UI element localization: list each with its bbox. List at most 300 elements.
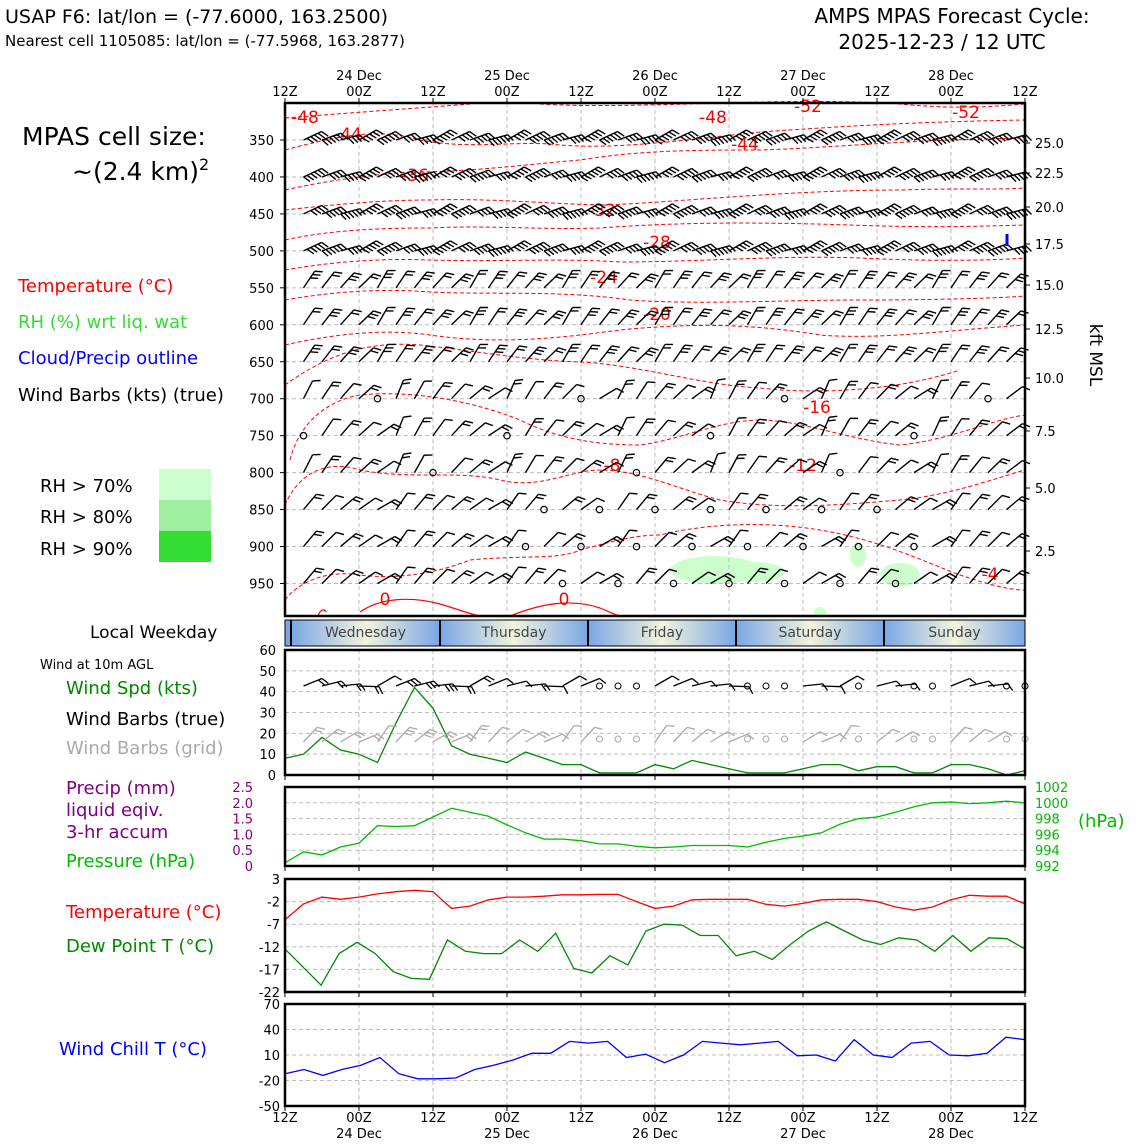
wind-barb (822, 308, 844, 330)
wind-barb (304, 377, 321, 402)
wind-barb-grid (304, 724, 325, 746)
weekday-label: Wednesday (324, 625, 407, 641)
pressure-panel (232, 781, 1068, 875)
pressure-tick-label: 650 (249, 355, 274, 371)
wind-ytick-label: 60 (259, 644, 276, 659)
wind-barb (600, 343, 620, 366)
wind-barb (896, 458, 919, 479)
wind-barb-grid (655, 722, 674, 746)
wind-barb (322, 567, 344, 589)
bottom-day-label: 27 Dec (780, 1127, 826, 1140)
wind-barb (803, 344, 824, 367)
pressure-tick-label: 950 (249, 577, 274, 593)
calm-grid-marker (1004, 736, 1010, 742)
rh-area (725, 562, 785, 582)
temperature-contour-label: -44 (334, 125, 362, 145)
wind-barb (988, 456, 1010, 478)
windchill-panel (259, 998, 1025, 1115)
wind-barb (785, 420, 808, 441)
wind-barb (322, 493, 344, 515)
wind-barb (618, 377, 635, 402)
top-hour-label: 00Z (494, 85, 520, 100)
temperature-contour-label: 0 (558, 590, 570, 610)
wind-barb (618, 307, 639, 330)
pressure-tick-label: 600 (249, 318, 274, 334)
rh70-swatch (159, 469, 211, 500)
wind-barb (470, 383, 493, 404)
nearest-cell: Nearest cell 1105085: lat/lon = (-77.5968, 163.2877) (5, 32, 405, 50)
wind-barb (359, 308, 381, 330)
wind-barb-grid (322, 727, 345, 748)
temperature-contour-label: -52 (952, 103, 980, 123)
wind-barb (618, 490, 637, 514)
calm-grid-marker (597, 736, 603, 742)
bottom-hour-label: 00Z (346, 1111, 372, 1126)
weekday-strip (285, 620, 1025, 646)
temperature-contour-label: -44 (731, 135, 759, 155)
wind-ytick-label: 0 (267, 769, 276, 784)
wind-barb-true (563, 674, 587, 692)
top-hour-label: 00Z (938, 85, 964, 100)
wind-barb-grid (563, 722, 582, 746)
wind-barb (341, 455, 362, 478)
calm-grid-marker (856, 736, 862, 742)
wind-barb (692, 269, 712, 292)
wind-chill-line (285, 1037, 1025, 1079)
wind-barb (674, 342, 693, 366)
wind-barb (415, 415, 433, 439)
precip-ytick-label: 0.5 (232, 844, 253, 860)
wind-barb (600, 306, 620, 329)
pressure-tick-label: 450 (249, 207, 274, 223)
wind-barb (655, 530, 677, 552)
rh80-swatch (159, 500, 211, 531)
wind-barb (914, 271, 936, 293)
chill-ytick-label: 10 (263, 1049, 280, 1064)
wind-barb (322, 379, 341, 403)
wind-barb (877, 455, 899, 477)
legend-wind-barbs: Wind Barbs (kts) (true) (18, 385, 224, 406)
temperature-contour-label: -52 (794, 97, 822, 117)
wind-barb (933, 414, 949, 439)
pressure-tick-label: 700 (249, 392, 274, 408)
wind-barb (452, 271, 474, 293)
wind-barb (859, 565, 880, 588)
kft-tick-label: 12.5 (1035, 323, 1064, 338)
wind-barb (748, 491, 769, 514)
zero-contour (360, 599, 480, 616)
pressure-tick-label: 550 (249, 281, 274, 297)
temperature-contour-label: -8 (603, 456, 621, 476)
kft-tick-label: 22.5 (1035, 167, 1064, 182)
wind-barb (544, 308, 566, 330)
wind-barb (655, 417, 676, 440)
wind-barb-grid (803, 730, 827, 748)
legend-rh90: RH > 90% (40, 539, 133, 560)
wind-barb (433, 416, 453, 440)
bottom-hour-label: 12Z (864, 1111, 890, 1126)
wind-barb (544, 345, 566, 367)
bottom-day-label: 24 Dec (336, 1127, 382, 1140)
wind-barb-grid (877, 727, 900, 748)
wind-barb (544, 454, 564, 477)
wind-barb (970, 380, 991, 403)
wind-barb (877, 418, 899, 440)
kft-tick-label: 25.0 (1035, 137, 1064, 152)
bottom-day-label: 28 Dec (928, 1127, 974, 1140)
legend-rh: RH (%) wrt liq. wat (18, 312, 188, 333)
wind-barb (859, 380, 879, 403)
calm-wind-marker (597, 683, 603, 689)
weekday-label: Saturday (778, 625, 842, 641)
calm-wind-marker (634, 683, 640, 689)
wind-panel (259, 644, 1028, 784)
wind-barb (933, 341, 951, 365)
wind-barb-grid (507, 727, 530, 748)
pressure-ytick-label: 992 (1035, 860, 1060, 875)
wind-barb-true (655, 674, 679, 692)
weekday-label: Friday (640, 625, 684, 641)
legend-wind-speed: Wind Spd (kts) (66, 678, 198, 699)
wind-barb (470, 267, 488, 291)
top-hour-label: 00Z (642, 85, 668, 100)
wind-barb-grid (970, 727, 993, 748)
bottom-hour-label: 12Z (420, 1111, 446, 1126)
top-hour-label: 12Z (716, 85, 742, 100)
wind-barb (581, 458, 604, 478)
wind-barb (304, 565, 325, 588)
wind-barb (970, 269, 990, 292)
wind-barb (526, 344, 547, 367)
top-time-axis (272, 69, 1038, 100)
wind-barb (415, 565, 436, 588)
wind-barb (933, 377, 949, 402)
wind-barb (433, 530, 455, 552)
wind-barb (674, 382, 696, 403)
chill-ytick-label: -50 (258, 1100, 280, 1115)
pressure-tick-label: 850 (249, 503, 274, 519)
wind-ytick-label: 20 (259, 727, 276, 743)
wind-barb (933, 304, 951, 328)
bottom-hour-label: 00Z (938, 1111, 964, 1126)
calm-grid-marker (745, 736, 751, 742)
cross-section-panel (249, 97, 1064, 617)
wind-barb (859, 416, 879, 439)
wind-barb-grid (951, 724, 972, 746)
wind-barb (988, 270, 1009, 293)
station-title: USAP F6: lat/lon = (-77.6000, 163.2500) (5, 6, 388, 28)
hpa-axis-label: (hPa) (1078, 811, 1125, 832)
wind-barb (526, 378, 544, 402)
wind-barb-grid (396, 724, 417, 746)
wind-barb (341, 381, 362, 404)
wind-barb (452, 455, 473, 477)
temp-ytick-label: -22 (258, 986, 280, 1001)
top-day-label: 24 Dec (336, 69, 382, 84)
wind-barb (970, 528, 991, 551)
bottom-hour-label: 00Z (642, 1111, 668, 1126)
wind-barb (452, 345, 474, 367)
legend-temperature-2: Temperature (°C) (66, 902, 222, 923)
wind-barb (396, 376, 411, 401)
temperature-contour-label: -16 (803, 398, 831, 418)
wind-barb (877, 530, 899, 552)
wind-barb (507, 269, 527, 292)
temperature-contour-label: -20 (643, 305, 671, 325)
temperature-panel (259, 873, 1025, 1001)
wind-barb (341, 418, 362, 441)
wind-barb (415, 269, 435, 292)
wind-barb (415, 491, 436, 514)
kft-tick-label: 10.0 (1035, 372, 1064, 387)
top-day-label: 27 Dec (780, 69, 826, 84)
wind-barb (896, 307, 917, 330)
chill-ytick-label: 70 (263, 998, 280, 1013)
cell-size-value: ~(2.4 km)$^2$ (72, 155, 210, 186)
calm-grid-marker (911, 736, 917, 742)
legend-precip-1: Precip (mm) (66, 778, 176, 799)
precip-ytick-label: 0 (244, 860, 253, 875)
wind-barb (433, 379, 453, 403)
wind-barb (581, 421, 604, 441)
wind-barb-true (877, 680, 902, 693)
precip-ytick-label: 1.5 (232, 812, 253, 828)
wind-barb (341, 307, 362, 330)
wind-barb (766, 455, 787, 478)
wind-ytick-label: 50 (259, 664, 276, 680)
temperature-contour-label: -24 (590, 268, 618, 288)
wind-barb-grid (415, 727, 438, 748)
wind-barb (914, 308, 936, 330)
wind-barb-true (470, 674, 494, 692)
top-hour-label: 00Z (346, 85, 372, 100)
temperature-contour-label: -36 (401, 166, 429, 186)
wind-barb (322, 343, 342, 366)
wind-barb (970, 306, 990, 329)
precip-ytick-label: 2.5 (232, 781, 253, 796)
wind-barb-true (378, 674, 402, 692)
wind-barb (785, 269, 805, 292)
legend-rh80: RH > 80% (40, 507, 133, 528)
kft-tick-label: 17.5 (1035, 238, 1064, 253)
wind-barb (544, 380, 564, 403)
kft-axis-label: kft MSL (1085, 323, 1105, 387)
wind-barb (304, 451, 321, 476)
temperature-contour-label: -32 (588, 201, 616, 221)
wind-barb-grid (674, 724, 695, 746)
temperature-contour-label: -4 (981, 565, 999, 585)
wind-barb (785, 494, 808, 515)
wind-barb (526, 491, 547, 514)
precip-ytick-label: 2.0 (232, 796, 253, 812)
wind-barb (674, 494, 697, 515)
wind-barb (304, 241, 329, 257)
wind-barb (452, 381, 473, 403)
temperature-contour-label: 0 (379, 590, 391, 610)
wind-barb (470, 457, 493, 478)
wind-barb (452, 308, 474, 330)
wind-barb (452, 418, 473, 440)
wind-barb (433, 270, 454, 293)
cycle-title: AMPS MPAS Forecast Cycle: (814, 4, 1090, 28)
wind-barb (896, 344, 917, 367)
legend-local-weekday: Local Weekday (90, 623, 218, 643)
bottom-hour-label: 12Z (568, 1111, 594, 1126)
wind-barb (988, 419, 1010, 441)
bottom-day-label: 26 Dec (632, 1127, 678, 1140)
wind-barb (618, 414, 635, 439)
wind-barb (322, 530, 344, 552)
pressure-tick-label: 900 (249, 540, 274, 556)
wind-barb (988, 344, 1009, 367)
wind-barb (988, 493, 1010, 515)
bottom-hour-label: 00Z (790, 1111, 816, 1126)
calm-grid-marker (763, 736, 769, 742)
bottom-hour-label: 12Z (272, 1111, 298, 1126)
wind-barb (507, 343, 527, 366)
chill-ytick-label: 40 (263, 1023, 280, 1039)
pressure-tick-label: 800 (249, 466, 274, 482)
wind-barb (581, 305, 600, 329)
kft-tick-label: 20.0 (1035, 201, 1064, 216)
pressure-ytick-label: 994 (1035, 844, 1060, 860)
wind-barb (896, 384, 919, 405)
bottom-day-label: 25 Dec (484, 1127, 530, 1140)
wind-barb (914, 345, 936, 367)
calm-wind-marker (763, 683, 769, 689)
temperature-contour-label: -12 (789, 456, 817, 476)
wind-barb (729, 271, 751, 293)
pressure-tick-label: 500 (249, 244, 274, 260)
wind-barb (304, 491, 325, 514)
wind-ytick-label: 40 (259, 685, 276, 701)
top-day-label: 25 Dec (484, 69, 530, 84)
wind-barb (359, 271, 381, 293)
legend-rh70: RH > 70% (40, 476, 133, 497)
wind-barb (785, 343, 805, 366)
wind-barb (359, 457, 382, 478)
wind-barb (544, 567, 566, 589)
wind-barb (766, 530, 788, 552)
wind-barb (970, 454, 991, 477)
wind-barb (896, 494, 919, 515)
wind-barb (526, 270, 547, 293)
legend-wind-10m: Wind at 10m AGL (40, 658, 154, 673)
chill-ytick-label: -20 (258, 1074, 280, 1090)
calm-wind-marker (930, 683, 936, 689)
calm-grid-marker (930, 736, 936, 742)
wind-barb (433, 344, 454, 367)
calm-grid-marker (615, 736, 621, 742)
wind-barb (618, 270, 639, 293)
legend-cloud: Cloud/Precip outline (18, 348, 199, 369)
wind-barb (637, 565, 658, 588)
wind-barb (822, 271, 844, 293)
bottom-hour-label: 12Z (1012, 1111, 1038, 1126)
wind-barb (674, 268, 693, 292)
temperature-contour (285, 188, 1025, 210)
wind-barb (415, 378, 433, 402)
wind-barb (526, 565, 547, 588)
wind-barb (1007, 384, 1030, 404)
wind-barb (803, 307, 824, 330)
wind-barb (544, 271, 566, 293)
weekday-label: Sunday (928, 625, 981, 641)
pressure-ytick-label: 1002 (1035, 781, 1069, 796)
legend-precip-3: 3-hr accum (66, 822, 169, 843)
pressure-tick-label: 750 (249, 429, 274, 445)
top-hour-label: 00Z (790, 85, 816, 100)
wind-barb (877, 381, 899, 403)
pressure-ytick-label: 996 (1035, 828, 1060, 844)
temp-ytick-label: -12 (258, 940, 280, 956)
kft-tick-label: 2.5 (1035, 545, 1056, 560)
wind-barb (785, 306, 805, 329)
temp-ytick-label: -17 (258, 963, 280, 979)
wind-barb (415, 528, 436, 551)
wind-ytick-label: 30 (259, 706, 276, 722)
cell-size-label: MPAS cell size: (22, 122, 206, 151)
legend-pressure: Pressure (hPa) (66, 851, 196, 872)
wind-barb (322, 269, 342, 292)
wind-barb (803, 270, 824, 293)
pressure-tick-label: 400 (249, 170, 274, 186)
wind-ytick-label: 10 (259, 748, 276, 764)
wind-barb (563, 494, 586, 515)
wind-barb (322, 306, 342, 329)
wind-barb-grid (470, 722, 489, 746)
calm-grid-marker (634, 736, 640, 742)
wind-barb (822, 345, 844, 367)
wind-barb (933, 451, 949, 476)
bottom-hour-label: 00Z (494, 1111, 520, 1126)
top-hour-label: 12Z (568, 85, 594, 100)
wind-barb (988, 530, 1010, 552)
legend-precip-2: liquid eqiv. (66, 800, 164, 821)
temperature-contour-label: -28 (643, 233, 671, 253)
legend-windchill: Wind Chill T (°C) (59, 1039, 207, 1060)
wind-barb (544, 417, 564, 440)
legend-wind-barbs-true: Wind Barbs (true) (66, 709, 226, 730)
weekday-label: Thursday (481, 625, 547, 641)
wind-barb-grid (840, 722, 859, 746)
temp-ytick-label: -2 (267, 895, 280, 911)
temp-ytick-label: 3 (271, 873, 280, 888)
wind-barb (526, 452, 544, 476)
wind-barb (896, 270, 917, 293)
wind-barb (359, 383, 382, 404)
top-day-label: 26 Dec (632, 69, 678, 84)
wind-barb (618, 344, 639, 367)
wind-barb (507, 306, 527, 329)
wind-barb (655, 454, 676, 477)
wind-barb (470, 304, 488, 328)
wind-barb-true (840, 674, 864, 692)
legend-wind-barbs-grid: Wind Barbs (grid) (66, 738, 224, 759)
calm-wind-marker (856, 683, 862, 689)
calm-wind-marker (782, 683, 788, 689)
calm-wind-marker (615, 683, 621, 689)
wind-barb (433, 567, 455, 589)
top-hour-label: 12Z (1012, 85, 1038, 100)
wind-barb (581, 570, 605, 589)
wind-barb-grid (692, 727, 715, 748)
wind-barb (877, 343, 897, 366)
wind-barb (526, 307, 547, 330)
legend-dewpoint: Dew Point T (°C) (66, 936, 215, 957)
pressure-tick-label: 350 (249, 134, 274, 149)
wind-barb (877, 306, 897, 329)
